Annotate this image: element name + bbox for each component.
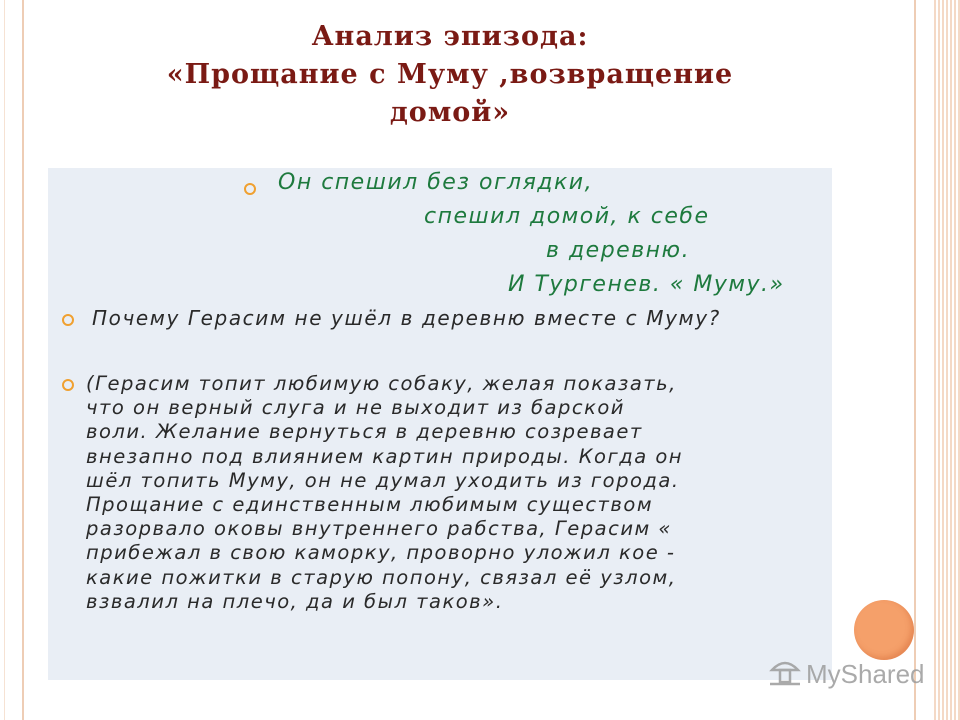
bullet-icon xyxy=(244,183,256,195)
title-line-3: домой» xyxy=(389,97,511,128)
watermark-text: MyShared xyxy=(806,658,925,689)
answer-line: взвалил на плечо, да и был таков». xyxy=(86,589,504,613)
title-line-1: Анализ эпизода: xyxy=(311,21,589,52)
answer-text xyxy=(86,372,826,614)
bullet-icon xyxy=(62,379,74,391)
decorative-circle xyxy=(854,600,914,660)
epigraph-line-3: в деревню. xyxy=(546,238,691,263)
answer-line: какие пожитки в старую попону, связал её узлом, xyxy=(86,565,677,589)
epigraph-attribution: И Тургенев. « Муму.» xyxy=(508,272,785,297)
mushroom-logo-icon xyxy=(768,656,802,692)
epigraph-line-1: Он спешил без оглядки, xyxy=(278,170,594,195)
answer-line: внезапно под влиянием картин природы. Когда он xyxy=(86,444,684,468)
frame-line xyxy=(22,0,24,720)
answer-line: разорвало оковы внутреннего рабства, Герасим « xyxy=(86,517,672,541)
answer-line: прибежал в свою каморку, проворно уложил кое - xyxy=(86,541,676,565)
slide-title xyxy=(60,18,840,132)
answer-line: шёл топить Муму, он не думал уходить из города. xyxy=(86,468,680,492)
bullet-icon xyxy=(62,314,74,326)
striped-frame xyxy=(934,0,960,720)
answer-line: Прощание с единственным любимым существом xyxy=(86,493,654,517)
answer-line: воли. Желание вернуться в деревню созревает xyxy=(86,420,643,444)
question-text: Почему Герасим не ушёл в деревню вместе с Муму? xyxy=(92,306,721,330)
title-line-2: «Прощание с Муму ,возвращение xyxy=(166,59,734,90)
myshared-watermark[interactable] xyxy=(768,656,925,692)
frame-line xyxy=(4,0,5,720)
answer-line: (Герасим топит любимую собаку, желая показать, xyxy=(86,372,677,395)
frame-line xyxy=(914,0,916,720)
answer-line: что он верный слуга и не выходит из барской xyxy=(86,396,625,420)
epigraph-line-2: спешил домой, к себе xyxy=(424,204,710,229)
